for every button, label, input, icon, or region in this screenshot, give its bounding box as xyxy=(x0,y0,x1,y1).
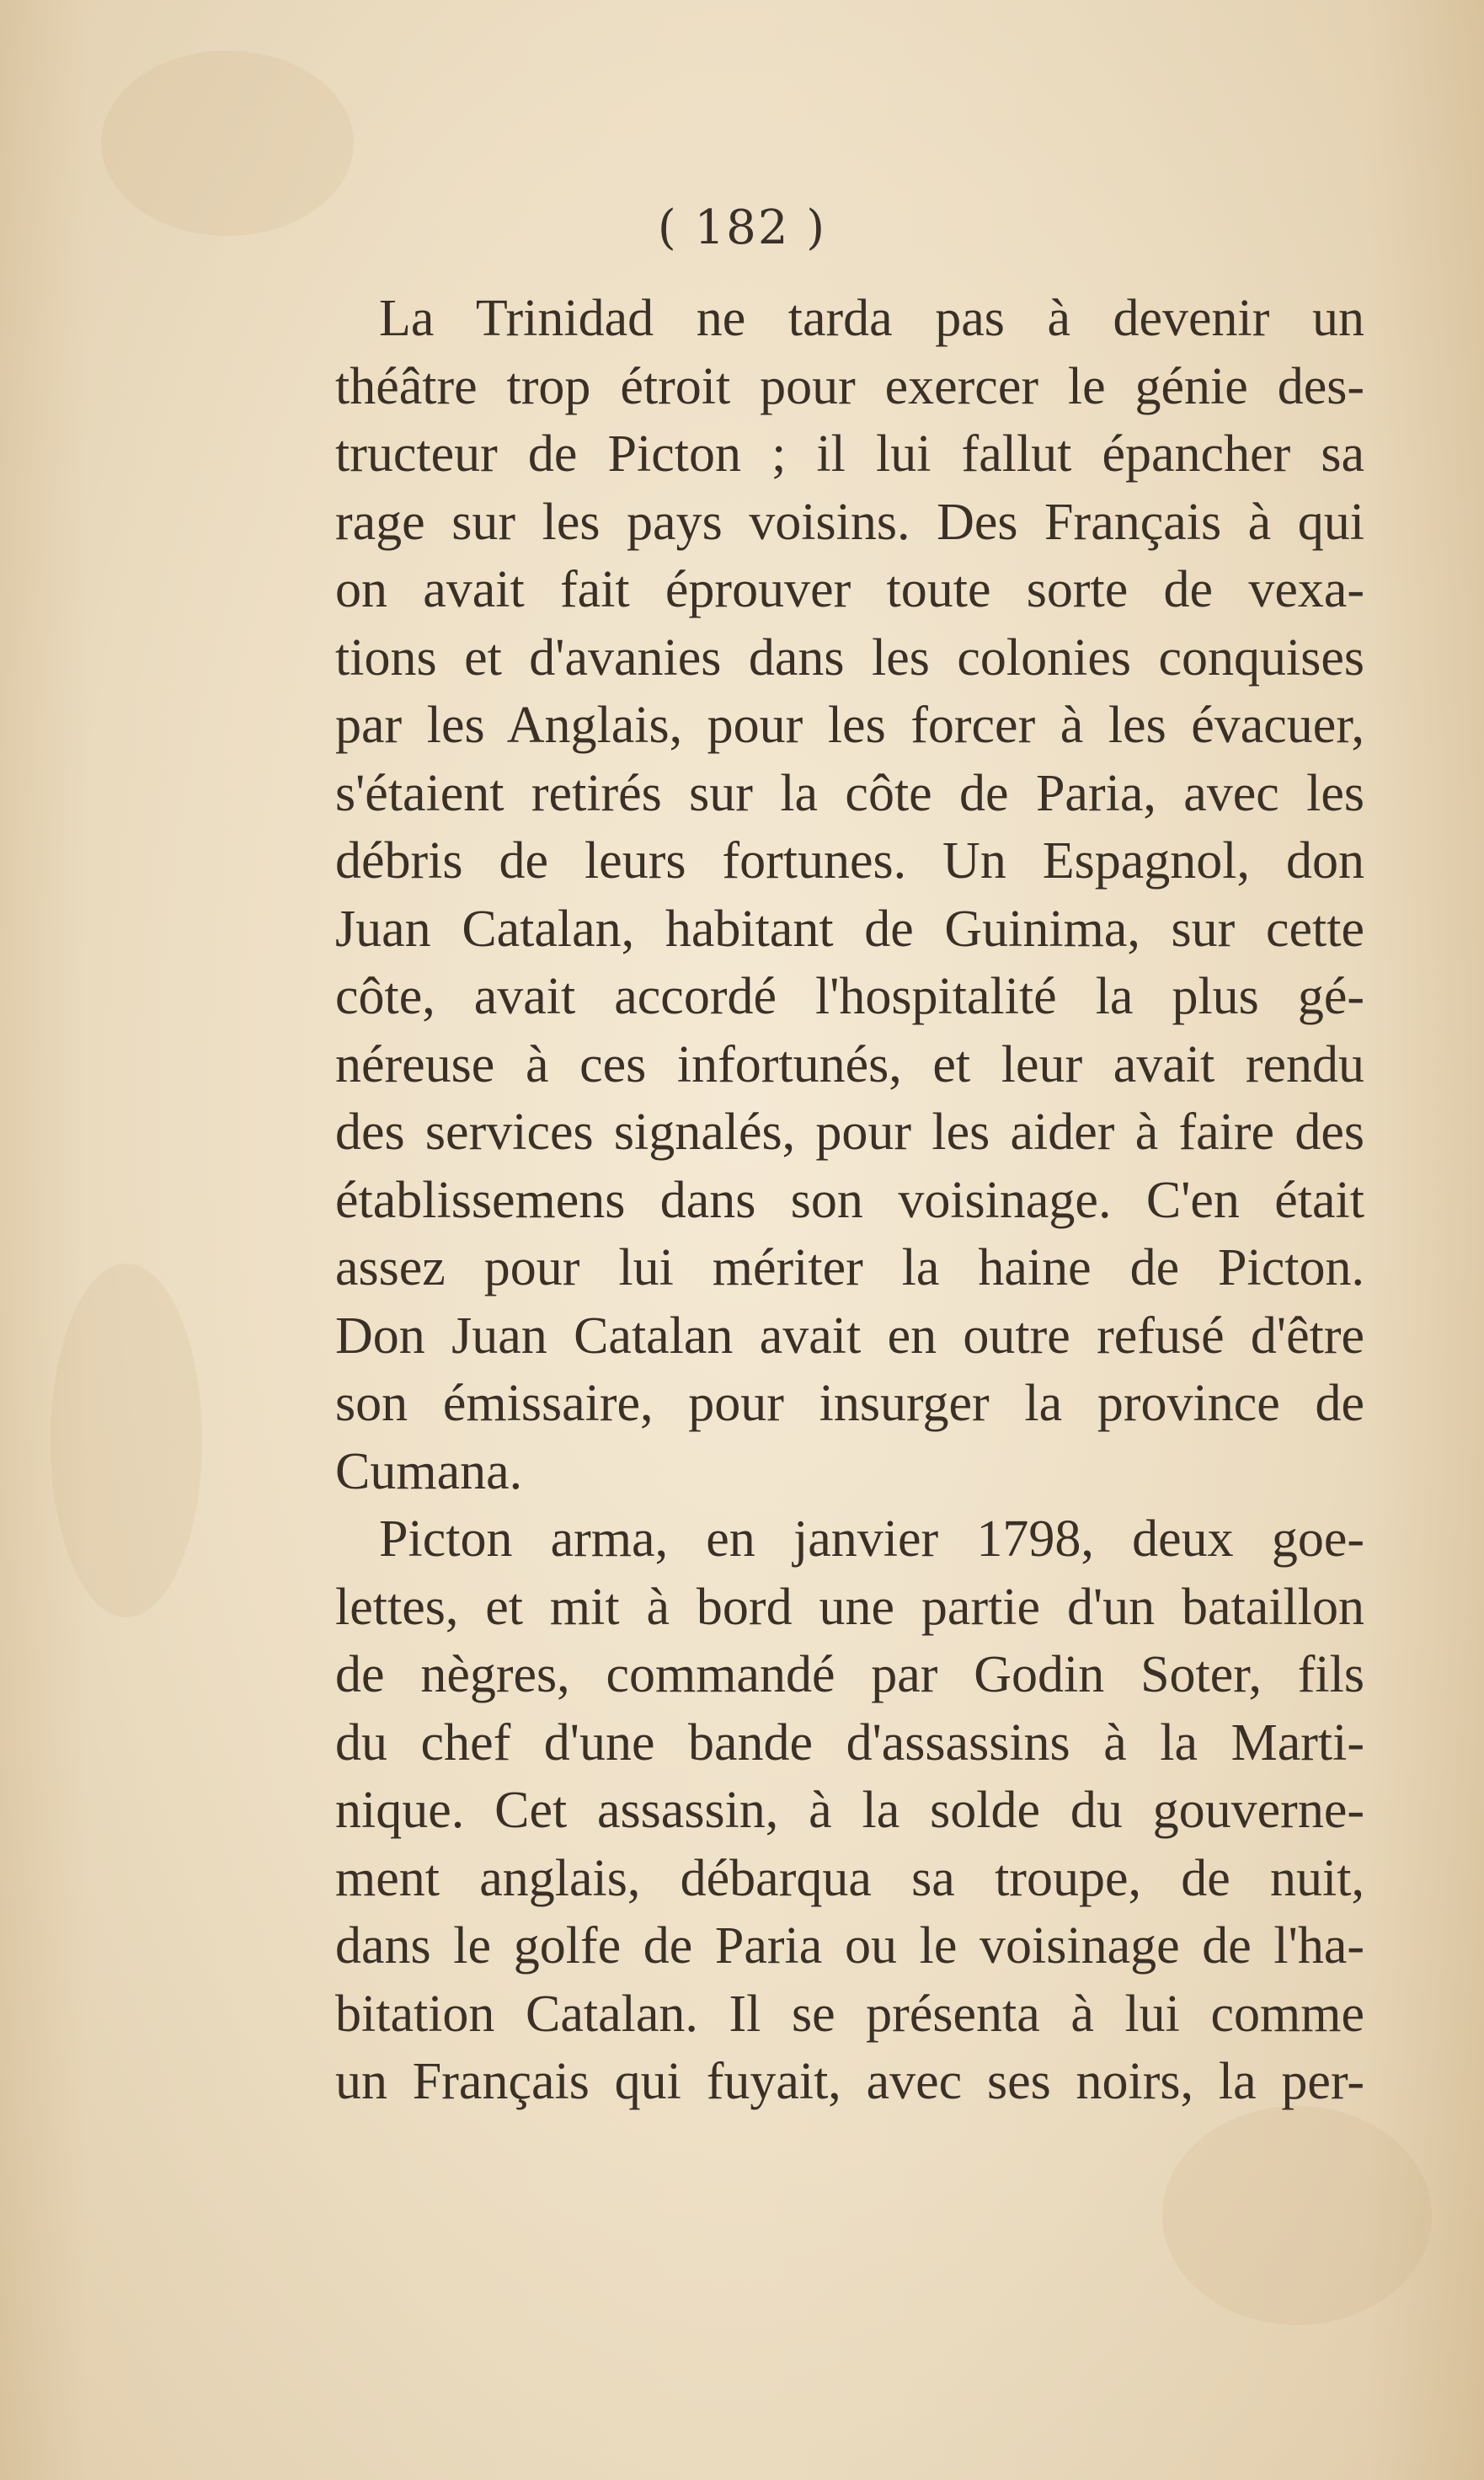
text-line: s'étaient retirés sur la côte de Paria, avec les xyxy=(335,764,1364,822)
text-line: lettes, et mit à bord une partie d'un bataillon xyxy=(335,1578,1364,1636)
text-line: néreuse à ces infortunés, et leur avait rendu xyxy=(335,1035,1364,1093)
text-line: théâtre trop étroit pour exercer le génie des- xyxy=(335,357,1364,415)
text-line: Picton arma, en janvier 1798, deux goe- xyxy=(379,1510,1364,1568)
paper-stain xyxy=(51,1264,202,1617)
text-line: de nègres, commandé par Godin Soter, fils xyxy=(335,1646,1364,1703)
paper-stain xyxy=(1162,2106,1432,2325)
text-line: du chef d'une bande d'assassins à la Marti- xyxy=(335,1713,1364,1772)
text-line: Juan Catalan, habitant de Guinima, sur cette xyxy=(335,900,1364,958)
text-line: côte, avait accordé l'hospitalité la plus gé- xyxy=(335,968,1364,1025)
text-line: un Français qui fuyait, avec ses noirs, la per- xyxy=(335,2053,1364,2110)
text-line: tructeur de Picton ; il lui fallut épancher sa xyxy=(335,425,1364,483)
text-line: Don Juan Catalan avait en outre refusé d'être xyxy=(335,1307,1364,1365)
text-line: par les Anglais, pour les forcer à les évacuer, xyxy=(335,697,1364,754)
text-line: établissemens dans son voisinage. C'en était xyxy=(335,1171,1364,1229)
text-line: La Trinidad ne tarda pas à devenir un xyxy=(379,290,1364,347)
text-line: dans le golfe de Paria ou le voisinage de l'ha- xyxy=(335,1917,1364,1975)
text-line: des services signalés, pour les aider à faire des xyxy=(335,1104,1364,1161)
text-line: assez pour lui mériter la haine de Picton. xyxy=(335,1239,1364,1296)
body-text xyxy=(335,285,1364,2116)
text-line: nique. Cet assassin, à la solde du gouverne- xyxy=(335,1782,1364,1839)
text-line: bitation Catalan. Il se présenta à lui comme xyxy=(335,1985,1364,2043)
text-line: on avait fait éprouver toute sorte de vexa- xyxy=(335,561,1364,618)
text-line: tions et d'avanies dans les colonies conquises xyxy=(335,628,1364,687)
text-line: ment anglais, débarqua sa troupe, de nuit, xyxy=(335,1849,1364,1907)
text-line: débris de leurs fortunes. Un Espagnol, don xyxy=(335,832,1364,890)
text-line: son émissaire, pour insurger la province de xyxy=(335,1375,1364,1432)
text-line: rage sur les pays voisins. Des Français à qui xyxy=(335,493,1364,551)
text-line: Cumana. xyxy=(335,1442,523,1500)
page-number: ( 182 ) xyxy=(657,200,827,255)
